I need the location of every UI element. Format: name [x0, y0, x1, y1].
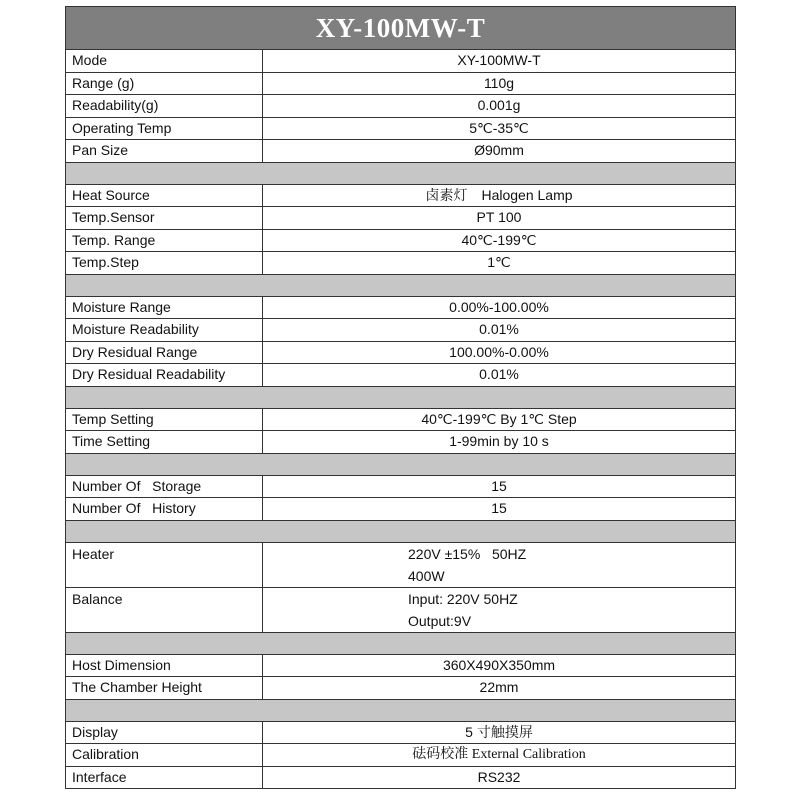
- spec-row-heat-source: [66, 184, 736, 207]
- spec-label: Mode: [66, 50, 263, 73]
- spec-value: PT 100: [263, 207, 736, 230]
- divider-cell: [66, 632, 736, 654]
- value-line: Input: 220V 50HZ: [408, 590, 518, 607]
- spec-label: Temp. Range: [66, 229, 263, 252]
- spec-row-operating-temp: [66, 117, 736, 140]
- spec-label: Temp Setting: [66, 408, 263, 431]
- spec-label: Pan Size: [66, 140, 263, 163]
- spec-label: Operating Temp: [66, 117, 263, 140]
- spec-label: Dry Residual Readability: [66, 364, 263, 387]
- spec-value: XY-100MW-T: [263, 50, 736, 73]
- spec-row-display: [66, 721, 736, 744]
- spec-value: 0.001g: [263, 95, 736, 118]
- value-line: 220V ±15% 50HZ: [408, 545, 527, 562]
- divider-cell: [66, 162, 736, 184]
- spec-value: 15: [263, 475, 736, 498]
- value-line: 400W: [408, 567, 445, 584]
- spec-label: Heat Source: [66, 184, 263, 207]
- section-divider: [66, 453, 736, 475]
- spec-value: 40℃-199℃ By 1℃ Step: [263, 408, 736, 431]
- divider-cell: [66, 520, 736, 542]
- spec-value: 0.01%: [263, 319, 736, 342]
- section-divider: [66, 632, 736, 654]
- section-divider: [66, 386, 736, 408]
- spec-row-dry-residual-range: [66, 341, 736, 364]
- spec-row-temp-step: [66, 252, 736, 275]
- spec-label: Display: [66, 721, 263, 744]
- spec-value: RS232: [263, 766, 736, 789]
- spec-label: Number Of Storage: [66, 475, 263, 498]
- spec-row-temp-sensor: [66, 207, 736, 230]
- spec-value: [263, 587, 736, 632]
- divider-cell: [66, 274, 736, 296]
- spec-row-moisture-range: [66, 296, 736, 319]
- spec-row-chamber-height: [66, 677, 736, 700]
- model-title: XY-100MW-T: [66, 7, 736, 50]
- spec-row-readability: [66, 95, 736, 118]
- spec-label: Dry Residual Range: [66, 341, 263, 364]
- spec-value: 0.00%-100.00%: [263, 296, 736, 319]
- spec-row-time-setting: [66, 431, 736, 454]
- spec-row-host-dimension: [66, 654, 736, 677]
- title-row: [66, 7, 736, 50]
- spec-row-storage: [66, 475, 736, 498]
- spec-label: Moisture Readability: [66, 319, 263, 342]
- spec-label: Temp.Sensor: [66, 207, 263, 230]
- spec-row-dry-residual-readability: [66, 364, 736, 387]
- spec-value: Ø90mm: [263, 140, 736, 163]
- spec-value: 15: [263, 498, 736, 521]
- spec-row-history: [66, 498, 736, 521]
- spec-row-moisture-readability: [66, 319, 736, 342]
- spec-value: 0.01%: [263, 364, 736, 387]
- spec-label: Balance: [66, 587, 263, 632]
- spec-value: 110g: [263, 72, 736, 95]
- spec-value: 砝码校准 External Calibration: [263, 744, 736, 767]
- section-divider: [66, 162, 736, 184]
- spec-value: 40℃-199℃: [263, 229, 736, 252]
- spec-value: 100.00%-0.00%: [263, 341, 736, 364]
- spec-label: The Chamber Height: [66, 677, 263, 700]
- spec-table: [65, 6, 736, 789]
- spec-label: Host Dimension: [66, 654, 263, 677]
- spec-row-heater: [66, 542, 736, 587]
- section-divider: [66, 699, 736, 721]
- spec-row-range: [66, 72, 736, 95]
- spec-row-temp-setting: [66, 408, 736, 431]
- spec-value: 卤素灯 Halogen Lamp: [263, 184, 736, 207]
- divider-cell: [66, 386, 736, 408]
- section-divider: [66, 274, 736, 296]
- spec-value: [263, 542, 736, 587]
- spec-row-interface: [66, 766, 736, 789]
- spec-value: 1℃: [263, 252, 736, 275]
- spec-label: Moisture Range: [66, 296, 263, 319]
- spec-row-pan-size: [66, 140, 736, 163]
- spec-label: Calibration: [66, 744, 263, 767]
- spec-label: Range (g): [66, 72, 263, 95]
- spec-row-mode: [66, 50, 736, 73]
- spec-row-temp-range: [66, 229, 736, 252]
- spec-label: Time Setting: [66, 431, 263, 454]
- spec-value: 22mm: [263, 677, 736, 700]
- value-line: Output:9V: [408, 612, 472, 629]
- spec-label: Readability(g): [66, 95, 263, 118]
- spec-label: Temp.Step: [66, 252, 263, 275]
- divider-cell: [66, 453, 736, 475]
- spec-label: Heater: [66, 542, 263, 587]
- spec-value: 5℃-35℃: [263, 117, 736, 140]
- spec-value: 5 寸触摸屏: [263, 721, 736, 744]
- section-divider: [66, 520, 736, 542]
- spec-label: Number Of History: [66, 498, 263, 521]
- spec-value: 360X490X350mm: [263, 654, 736, 677]
- divider-cell: [66, 699, 736, 721]
- spec-row-calibration: [66, 744, 736, 767]
- spec-row-balance: [66, 587, 736, 632]
- spec-label: Interface: [66, 766, 263, 789]
- spec-value: 1-99min by 10 s: [263, 431, 736, 454]
